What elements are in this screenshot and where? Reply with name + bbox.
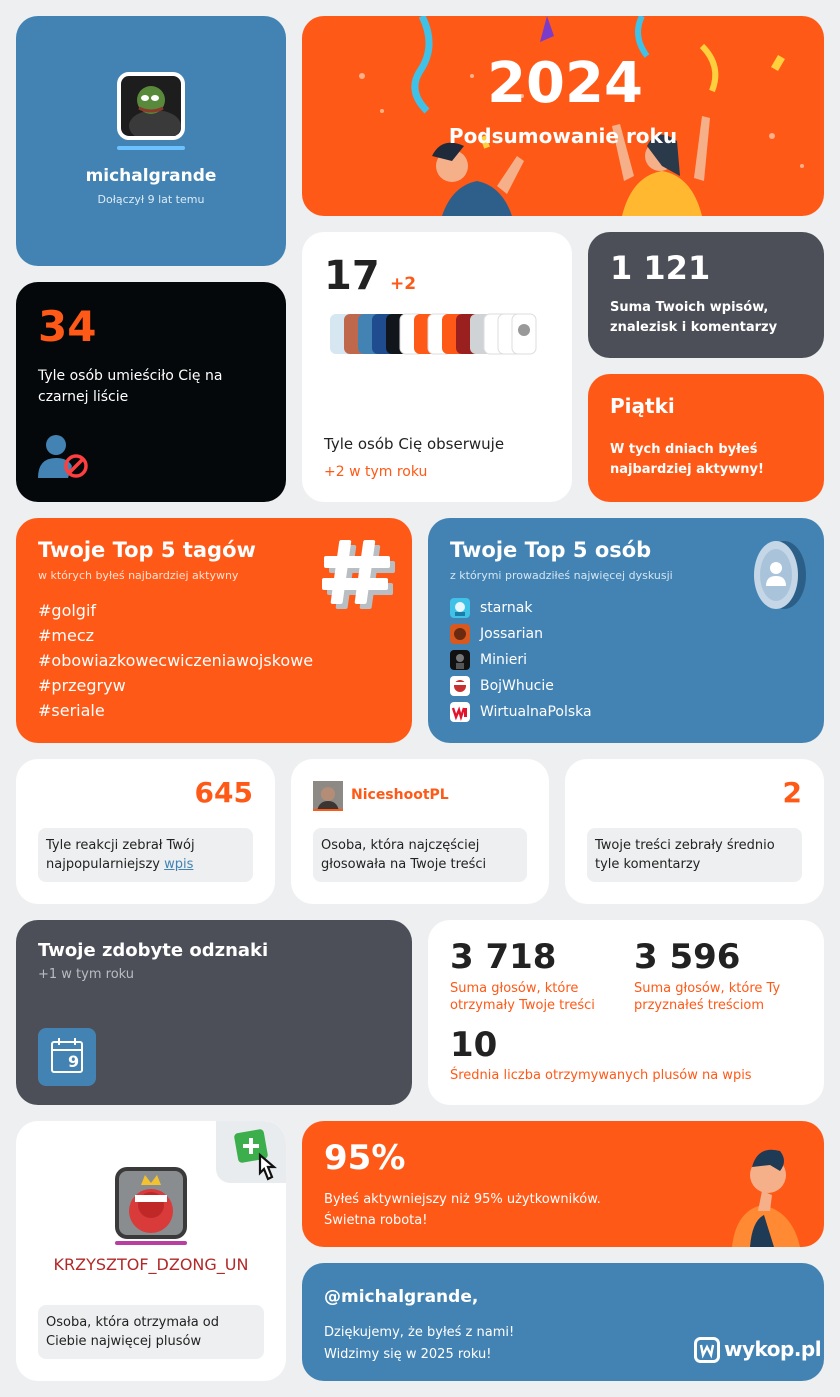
reactions-label: Tyle reakcji zebrał Twój najpopularniejszy	[46, 838, 195, 872]
profile-username[interactable]: michalgrande	[85, 166, 217, 186]
days-card	[588, 374, 824, 502]
blocked-user-icon	[38, 434, 90, 480]
person-item[interactable]: Minieri	[480, 652, 527, 668]
wykop-logo-icon	[694, 1337, 720, 1363]
votes-received-label: Suma głosów, które otrzymały Twoje treści	[450, 981, 595, 1013]
profile-card	[16, 16, 286, 266]
votes-given-label: Suma głosów, które Ty przyznałeś treściom	[634, 981, 781, 1013]
profile-joined: Dołączył 9 lat temu	[97, 193, 205, 206]
avatar-jossarian-icon	[450, 624, 470, 644]
top-people-title: Twoje Top 5 osób	[450, 538, 652, 562]
avatar-wirtualnapolska-icon	[450, 702, 470, 722]
tag-item[interactable]: #seriale	[38, 701, 105, 720]
tag-item[interactable]: #obowiazkowecwiczeniawojskowe	[38, 651, 314, 670]
blacklist-card	[16, 282, 286, 502]
wykop-brand[interactable]: wykop.pl	[724, 1337, 822, 1361]
votes-given: 3 596	[634, 937, 741, 977]
badge-number: 9	[68, 1052, 80, 1071]
person-item[interactable]: starnak	[480, 600, 533, 616]
person-item[interactable]: BojWhucie	[480, 678, 554, 694]
votes-avg-label: Średnia liczba otrzymywanych plusów na wpis	[450, 1068, 752, 1083]
reactions-label-box	[38, 828, 253, 882]
badges-title: Twoje zdobyte odznaki	[38, 940, 269, 961]
year-banner	[302, 16, 824, 216]
user-medal-icon	[750, 538, 810, 612]
badges-card	[16, 920, 412, 1105]
days-title: Piątki	[610, 394, 675, 418]
blacklist-label: Tyle osób umieściło Cię na czarnej liście	[38, 368, 223, 405]
thanks-line-1: Dziękujemy, że byłeś z nami!	[324, 1325, 515, 1340]
thanks-handle-text[interactable]: @michalgrande	[324, 1287, 472, 1307]
voter-name[interactable]: NiceshootPL	[351, 787, 449, 803]
blacklist-count: 34	[38, 302, 97, 351]
percent-label: Byłeś aktywniejszy niż 95% użytkowników. Świetna robota!	[324, 1192, 601, 1228]
tag-item[interactable]: #przegryw	[38, 676, 126, 695]
profile-avatar[interactable]	[117, 72, 185, 140]
badges-subtitle: +1 w tym roku	[38, 967, 135, 982]
receiver-name[interactable]: KRZYSZTOF_DZONG_UN	[53, 1255, 249, 1274]
avatar-image-icon	[121, 76, 181, 136]
person-item[interactable]: Jossarian	[480, 626, 543, 642]
reactions-card	[16, 759, 275, 904]
hashtag-icon	[322, 536, 402, 616]
celebration-illustration-icon	[302, 16, 824, 216]
votes-card	[428, 920, 824, 1105]
top-people-subtitle: z którymi prowadziłeś najwięcej dyskusji	[450, 569, 673, 582]
receiver-underline	[115, 1241, 187, 1245]
reactions-count: 645	[194, 776, 253, 809]
posts-card	[588, 232, 824, 358]
top-voter-card	[291, 759, 549, 904]
thanks-card	[302, 1263, 824, 1381]
follower-avatars-icon[interactable]	[330, 312, 552, 356]
thinking-person-icon	[722, 1141, 812, 1247]
votes-avg: 10	[450, 1025, 498, 1065]
receiver-avatar-image-icon	[119, 1171, 183, 1235]
comments-card	[565, 759, 824, 904]
voter-avatar-icon[interactable]	[313, 781, 343, 811]
votes-received: 3 718	[450, 937, 557, 977]
avatar-minieri-icon	[450, 650, 470, 670]
reactions-post-link[interactable]: wpis	[164, 857, 194, 872]
calendar-icon	[38, 1028, 96, 1086]
followers-card	[302, 232, 572, 502]
followers-label: Tyle osób Cię obserwuje	[324, 435, 505, 453]
plus-click-icon	[234, 1129, 286, 1189]
posts-label: Suma Twoich wpisów, znalezisk i komentarzy	[610, 300, 778, 335]
followers-delta: +2	[390, 274, 417, 294]
avatar-bojwhucie-icon	[450, 676, 470, 696]
top-tags-card	[16, 518, 412, 743]
percent-card	[302, 1121, 824, 1247]
avatar-starnak-icon	[450, 598, 470, 618]
receiver-label: Osoba, która otrzymała od Ciebie najwięcej plusów	[38, 1305, 264, 1359]
days-label: W tych dniach byłeś najbardziej aktywny!	[610, 442, 764, 477]
percent-value: 95%	[324, 1138, 406, 1178]
comments-label: Twoje treści zebrały średnio tyle komentarzy	[587, 828, 802, 882]
avatar-underline	[117, 146, 185, 150]
tag-item[interactable]: #golgif	[38, 601, 97, 620]
posts-count: 1 121	[610, 249, 711, 287]
top-tags-title: Twoje Top 5 tagów	[38, 538, 256, 562]
receiver-avatar[interactable]	[115, 1167, 187, 1239]
followers-count: 17	[324, 253, 380, 299]
banner-year: 2024	[487, 51, 643, 116]
top-receiver-card	[16, 1121, 286, 1381]
top-people-card	[428, 518, 824, 743]
voter-label: Osoba, która najczęściej głosowała na Twoje treści	[313, 828, 527, 882]
comments-count: 2	[782, 776, 802, 809]
followers-delta-label: +2 w tym roku	[324, 464, 428, 480]
banner-subtitle: Podsumowanie roku	[448, 124, 678, 148]
top-tags-subtitle: w których byłeś najbardziej aktywny	[38, 569, 239, 582]
tag-item[interactable]: #mecz	[38, 626, 95, 645]
thanks-line-2: Widzimy się w 2025 roku!	[324, 1347, 492, 1362]
badge-calendar[interactable]	[38, 1028, 96, 1086]
person-item[interactable]: WirtualnaPolska	[480, 704, 592, 720]
thanks-handle: @michalgrande,	[324, 1287, 479, 1307]
